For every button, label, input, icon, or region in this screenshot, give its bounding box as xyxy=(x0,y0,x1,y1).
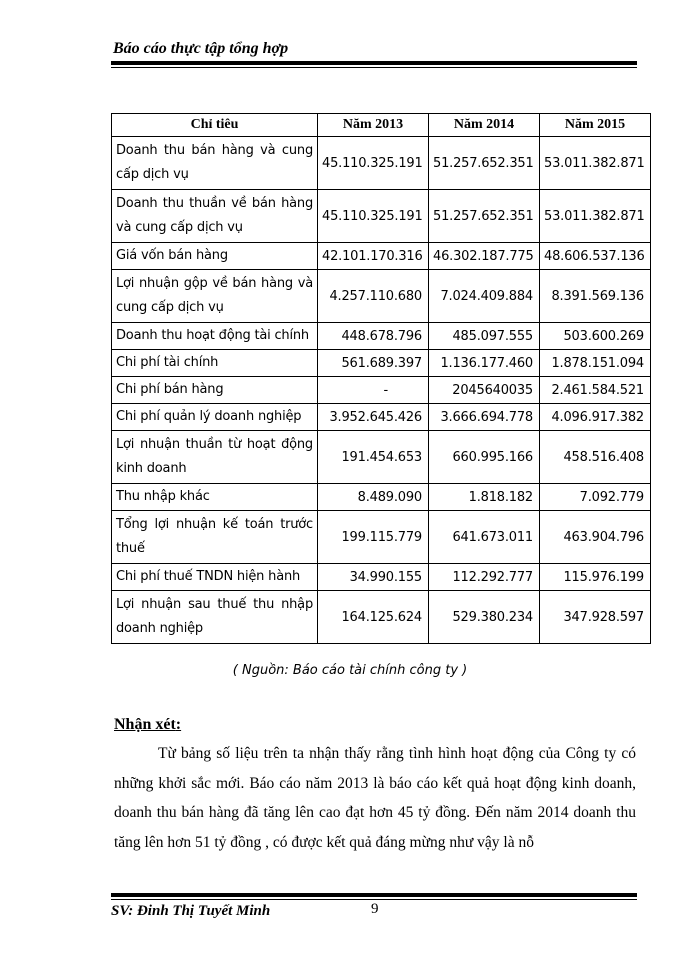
footer-student-name: SV: Đinh Thị Tuyết Minh xyxy=(111,903,271,919)
value-2013: 448.678.796 xyxy=(318,323,429,350)
table-row xyxy=(112,243,651,270)
row-label: Doanh thu bán hàng và cung cấp dịch vụ xyxy=(112,137,318,190)
header-divider xyxy=(111,61,637,65)
value-2015: 458.516.408 xyxy=(540,431,651,484)
row-label: Chi phí bán hàng xyxy=(112,377,318,404)
value-2013: 164.125.624 xyxy=(318,591,429,644)
value-2015: 7.092.779 xyxy=(540,484,651,511)
value-2014: 529.380.234 xyxy=(429,591,540,644)
table-header-row xyxy=(112,114,651,137)
table-row xyxy=(112,591,651,644)
footer-divider-thin xyxy=(111,899,637,900)
value-2015: 503.600.269 xyxy=(540,323,651,350)
value-2013: 4.257.110.680 xyxy=(318,270,429,323)
row-label: Tổng lợi nhuận kế toán trước thuế xyxy=(112,511,318,564)
row-label: Thu nhập khác xyxy=(112,484,318,511)
table-row xyxy=(112,190,651,243)
table-row xyxy=(112,484,651,511)
value-2015: 2.461.584.521 xyxy=(540,377,651,404)
value-2013: 199.115.779 xyxy=(318,511,429,564)
col-header-2015: Năm 2015 xyxy=(540,114,651,137)
col-header-2013: Năm 2013 xyxy=(318,114,429,137)
value-2015: 48.606.537.136 xyxy=(540,243,651,270)
col-header-indicator: Chỉ tiêu xyxy=(112,114,318,137)
table-row xyxy=(112,137,651,190)
table-row xyxy=(112,404,651,431)
value-2014: 7.024.409.884 xyxy=(429,270,540,323)
value-2015: 463.904.796 xyxy=(540,511,651,564)
comment-paragraph: Từ bảng số liệu trên ta nhận thấy rằng tình hình hoạt động của Công ty có những khởi sắc mới. Báo cáo năm 2013 là báo cáo kết quả hoạt động kinh doanh, doanh thu bán hàng đã tăng lên cao đạt hơn 45 tỷ đồng. Đến năm 2014 doanh thu tăng lên hơn 51 tỷ đồng , có được kết quả đáng mừng như vậy là nỗ xyxy=(114,745,636,851)
value-2013: 45.110.325.191 xyxy=(318,137,429,190)
value-2013: 561.689.397 xyxy=(318,350,429,377)
row-label: Lợi nhuận thuần từ hoạt động kinh doanh xyxy=(112,431,318,484)
table-row xyxy=(112,350,651,377)
value-2013: 34.990.155 xyxy=(318,564,429,591)
value-2013: 8.489.090 xyxy=(318,484,429,511)
table-row xyxy=(112,431,651,484)
value-2015: 53.011.382.871 xyxy=(540,137,651,190)
value-2014: 641.673.011 xyxy=(429,511,540,564)
value-2014: 51.257.652.351 xyxy=(429,137,540,190)
row-label: Doanh thu thuần về bán hàng và cung cấp dịch vụ xyxy=(112,190,318,243)
comment-heading xyxy=(114,716,181,734)
financial-results-table xyxy=(111,113,651,644)
value-2014: 1.818.182 xyxy=(429,484,540,511)
table-row xyxy=(112,377,651,404)
value-2015: 115.976.199 xyxy=(540,564,651,591)
value-2014: 660.995.166 xyxy=(429,431,540,484)
table-row xyxy=(112,323,651,350)
value-2015: 1.878.151.094 xyxy=(540,350,651,377)
value-2013: 191.454.653 xyxy=(318,431,429,484)
footer-divider xyxy=(111,893,637,897)
table-row xyxy=(112,564,651,591)
value-2014: 51.257.652.351 xyxy=(429,190,540,243)
value-2015: 347.928.597 xyxy=(540,591,651,644)
value-2014: 1.136.177.460 xyxy=(429,350,540,377)
value-2014: 46.302.187.775 xyxy=(429,243,540,270)
col-header-2014: Năm 2014 xyxy=(429,114,540,137)
value-2014: 112.292.777 xyxy=(429,564,540,591)
row-label: Doanh thu hoạt động tài chính xyxy=(112,323,318,350)
row-label: Chi phí quản lý doanh nghiệp xyxy=(112,404,318,431)
row-label: Lợi nhuận sau thuế thu nhập doanh nghiệp xyxy=(112,591,318,644)
value-2014: 485.097.555 xyxy=(429,323,540,350)
row-label: Lợi nhuận gộp về bán hàng và cung cấp dịch vụ xyxy=(112,270,318,323)
page-header-title: Báo cáo thực tập tổng hợp xyxy=(113,40,289,57)
value-2013: 45.110.325.191 xyxy=(318,190,429,243)
value-2014: 3.666.694.778 xyxy=(429,404,540,431)
comment-heading-colon: : xyxy=(175,716,182,733)
value-2014: 2045640035 xyxy=(429,377,540,404)
row-label: Chi phí tài chính xyxy=(112,350,318,377)
row-label: Giá vốn bán hàng xyxy=(112,243,318,270)
value-2013: 3.952.645.426 xyxy=(318,404,429,431)
header-divider-thin xyxy=(111,67,637,68)
page-number: 9 xyxy=(371,901,379,917)
value-2015: 8.391.569.136 xyxy=(540,270,651,323)
row-label: Chi phí thuế TNDN hiện hành xyxy=(112,564,318,591)
table-source-note: ( Nguồn: Báo cáo tài chính công ty ) xyxy=(232,663,468,678)
value-2015: 53.011.382.871 xyxy=(540,190,651,243)
comment-body xyxy=(114,739,636,857)
value-2013: - xyxy=(318,377,429,404)
value-2015: 4.096.917.382 xyxy=(540,404,651,431)
table-row xyxy=(112,270,651,323)
comment-heading-text: Nhận xét xyxy=(114,716,176,733)
value-2013: 42.101.170.316 xyxy=(318,243,429,270)
table-row xyxy=(112,511,651,564)
